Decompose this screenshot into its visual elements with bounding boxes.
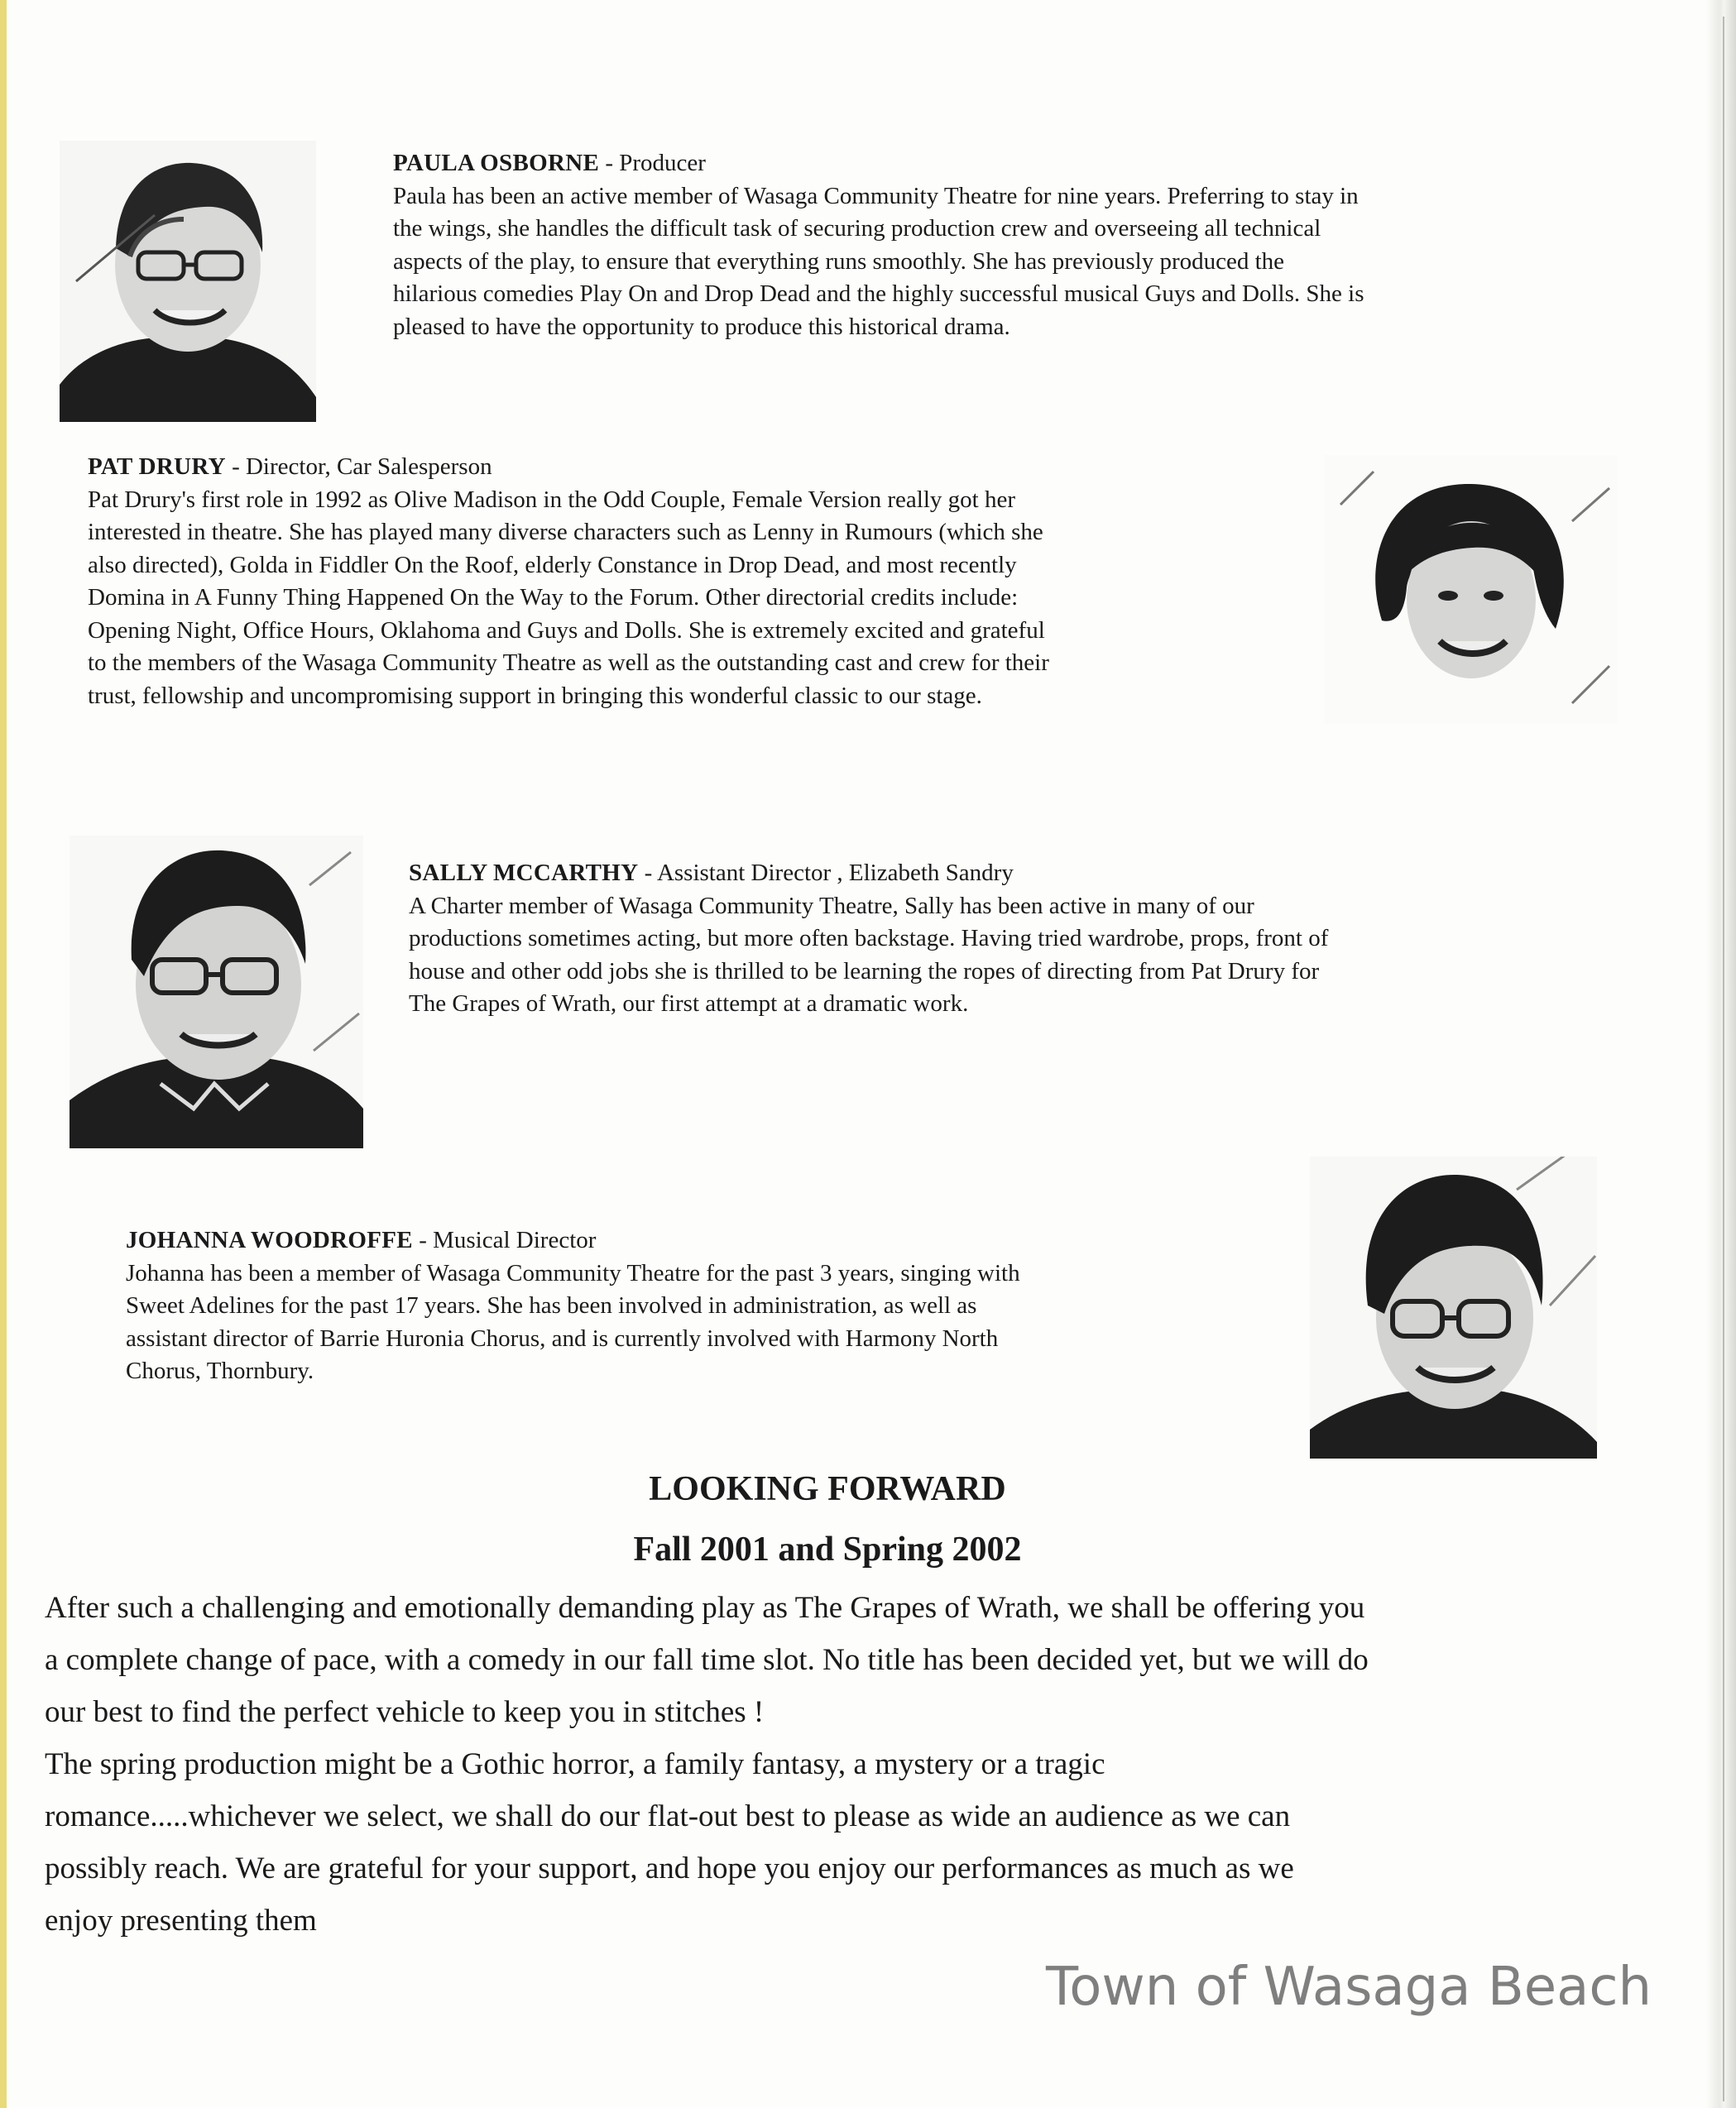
bio-line: the wings, she handles the difficult task of securing production crew and overseeing all technical	[393, 215, 1321, 242]
looking-forward-text	[45, 1582, 1666, 1947]
bio-line: to the members of the Wasaga Community Theatre as well as the outstanding cast and crew for their	[88, 649, 1049, 676]
page-edge-right	[1706, 0, 1736, 2108]
bio-name: PAULA OSBORNE	[393, 150, 600, 176]
bio-line: Sweet Adelines for the past 17 years. She has been involved in administration, as well as	[126, 1292, 977, 1319]
bio-line: Paula has been an active member of Wasaga Community Theatre for nine years. Preferring to stay in	[393, 182, 1359, 209]
photo-sally-mccarthy	[70, 836, 363, 1148]
bio-heading	[393, 147, 1364, 180]
bio-paula-osborne	[393, 147, 1364, 343]
bio-line: productions sometimes acting, but more often backstage. Having tried wardrobe, props, front of	[409, 925, 1329, 951]
bio-line: Johanna has been a member of Wasaga Community Theatre for the past 3 years, singing with	[126, 1259, 1020, 1286]
looking-forward-title: LOOKING FORWARD	[649, 1470, 1006, 1508]
bio-pat-drury	[88, 451, 1049, 712]
bio-heading	[88, 451, 1049, 484]
forward-line: our best to find the perfect vehicle to keep you in stitches !	[45, 1695, 765, 1729]
bio-heading	[126, 1224, 1020, 1258]
bio-line: Opening Night, Office Hours, Oklahoma and Guys and Dolls. She is extremely excited and grateful	[88, 616, 1045, 644]
bio-role: - Director, Car Salesperson	[225, 453, 492, 480]
bio-line: pleased to have the opportunity to produce this historical drama.	[393, 313, 1010, 340]
photo-paula-osborne	[60, 141, 316, 422]
bio-line: also directed), Golda in Fiddler On the Roof, elderly Constance in Drop Dead, and most recently	[88, 551, 1017, 578]
bio-line: hilarious comedies Play On and Drop Dead and the highly successful musical Guys and Dolls. She is	[393, 280, 1364, 307]
bio-line: trust, fellowship and uncompromising support in bringing this wonderful classic to our stage.	[88, 682, 982, 709]
bio-line: aspects of the play, to ensure that everything runs smoothly. She has previously produced the	[393, 247, 1285, 275]
bio-role: - Producer	[599, 150, 706, 176]
bio-johanna-woodroffe	[126, 1224, 1020, 1388]
bio-line: Chorus, Thornbury.	[126, 1358, 314, 1384]
bio-name: JOHANNA WOODROFFE	[126, 1227, 413, 1253]
bio-line: house and other odd jobs she is thrilled to be learning the ropes of directing from Pat Drury for	[409, 957, 1320, 985]
bio-name: PAT DRURY	[88, 453, 226, 480]
forward-line: possibly reach. We are grateful for your support, and hope you enjoy our performances as much as we	[45, 1852, 1294, 1885]
page-edge-left	[0, 0, 7, 2108]
forward-line: enjoy presenting them	[45, 1904, 317, 1938]
looking-forward-subtitle: Fall 2001 and Spring 2002	[633, 1531, 1022, 1569]
watermark: Town of Wasaga Beach	[1046, 1957, 1652, 2018]
bio-line: A Charter member of Wasaga Community Theatre, Sally has been active in many of our	[409, 892, 1254, 919]
bio-line: Pat Drury's first role in 1992 as Olive Madison in the Odd Couple, Female Version really got her	[88, 486, 1016, 513]
photo-pat-drury	[1324, 455, 1618, 724]
bio-role: - Musical Director	[412, 1227, 597, 1253]
photo-johanna-woodroffe	[1310, 1157, 1597, 1459]
bio-line: interested in theatre. She has played many diverse characters such as Lenny in Rumours (which she	[88, 519, 1043, 545]
bio-role: - Assistant Director , Elizabeth Sandry	[638, 860, 1014, 886]
page-fold-line	[1723, 17, 1724, 2101]
bio-line: assistant director of Barrie Huronia Chorus, and is currently involved with Harmony North	[126, 1325, 999, 1352]
bio-line: The Grapes of Wrath, our first attempt at a dramatic work.	[409, 990, 969, 1017]
bio-heading	[409, 857, 1328, 890]
forward-line: romance.....whichever we select, we shall do our flat-out best to please as wide an audience as we can	[45, 1799, 1291, 1833]
bio-name: SALLY MCCARTHY	[409, 860, 639, 886]
bio-line: Domina in A Funny Thing Happened On the Way to the Forum. Other directorial credits include:	[88, 584, 1019, 611]
forward-line: a complete change of pace, with a comedy in our fall time slot. No title has been decided yet, but we will do	[45, 1643, 1369, 1677]
forward-line: After such a challenging and emotionally demanding play as The Grapes of Wrath, we shall be offering you	[45, 1591, 1365, 1625]
bio-sally-mccarthy	[409, 857, 1328, 1021]
forward-line: The spring production might be a Gothic horror, a family fantasy, a mystery or a tragic	[45, 1747, 1105, 1781]
